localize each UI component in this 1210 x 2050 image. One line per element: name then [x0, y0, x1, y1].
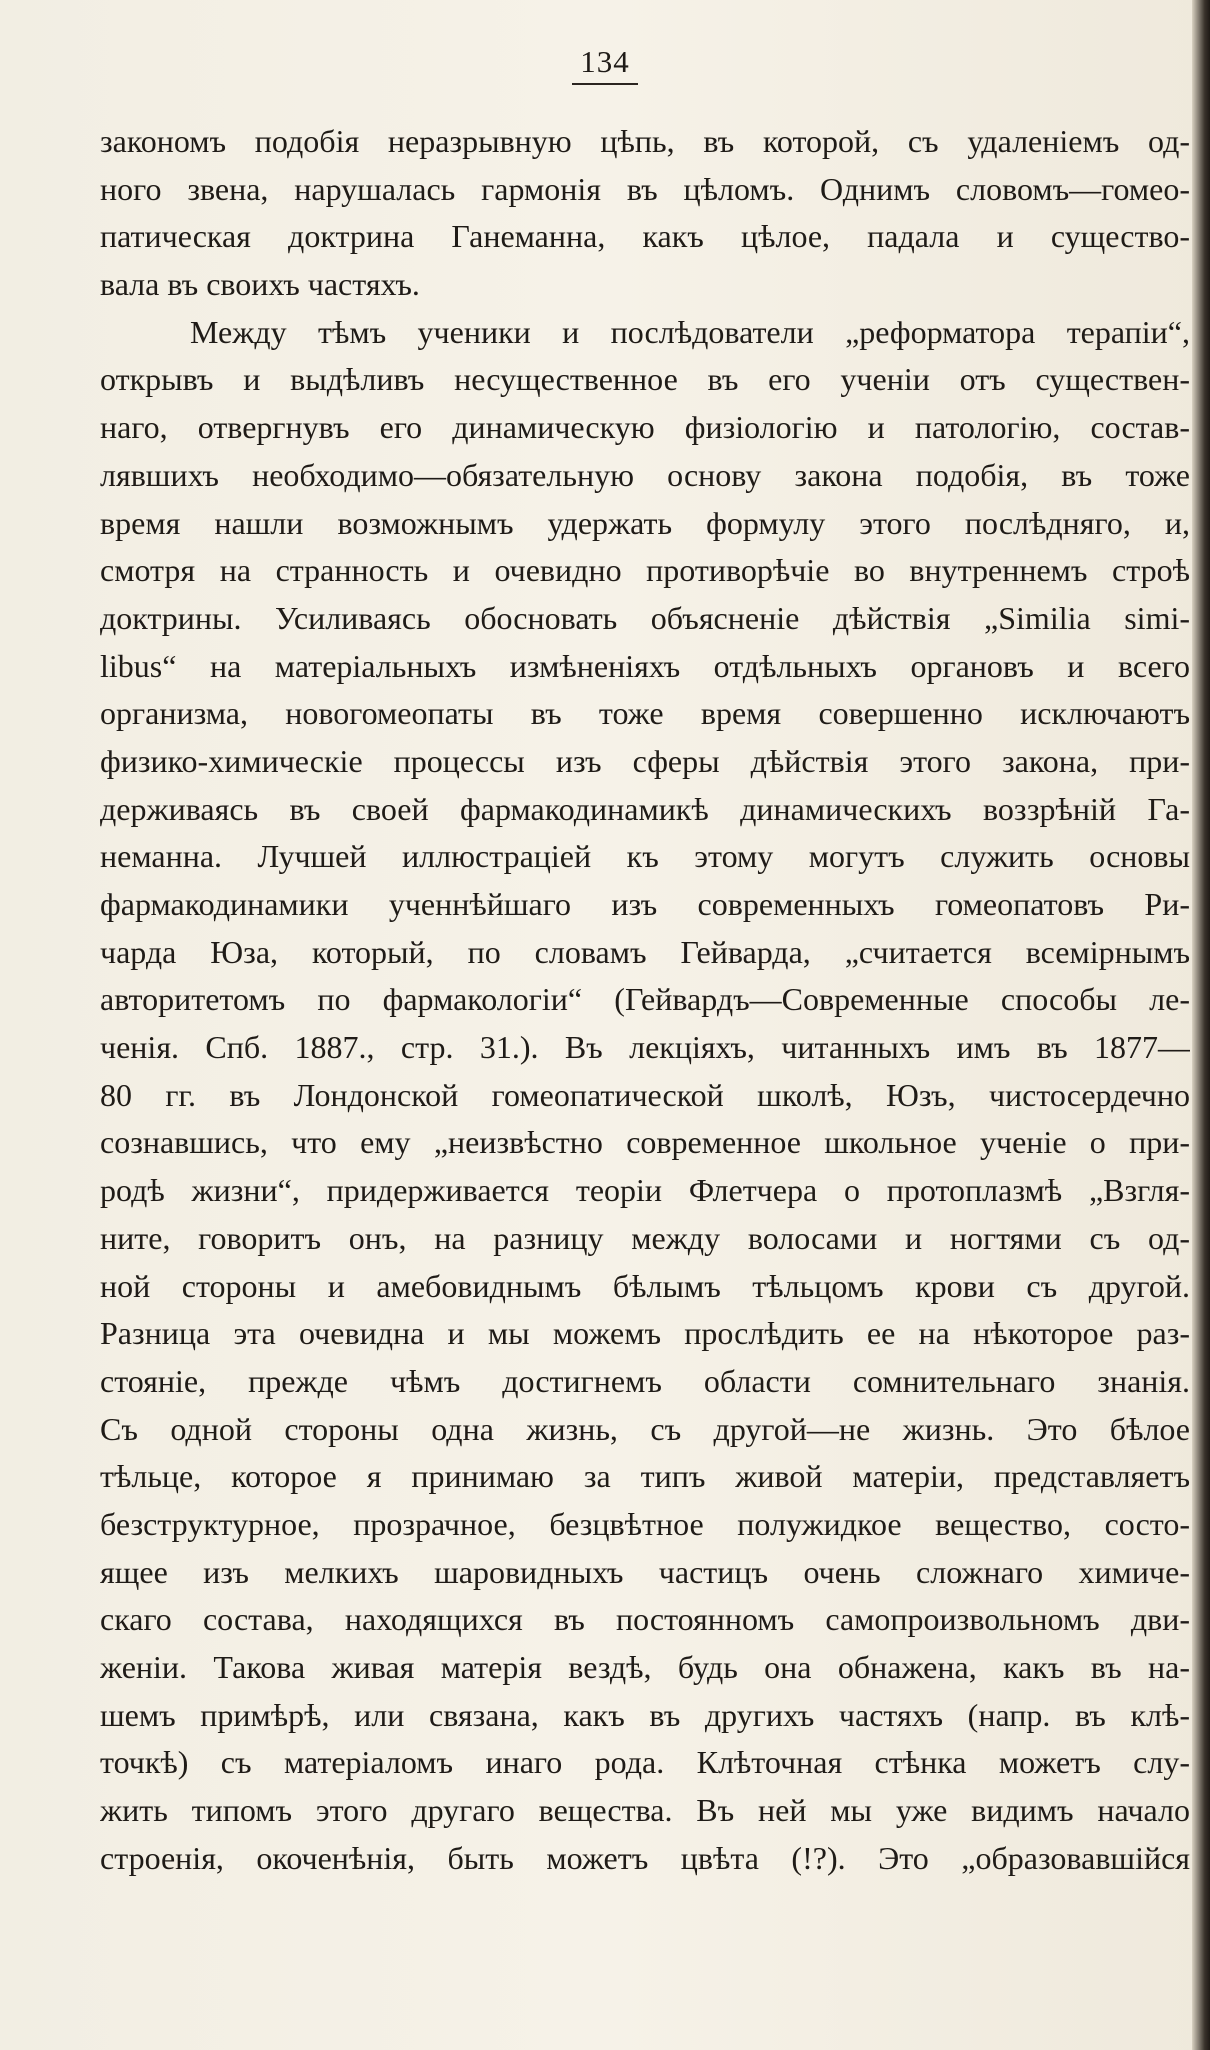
- text-line-27: стояніе, прежде чѣмъ достигнемъ области сомнительнаго знанія.: [100, 1362, 1190, 1399]
- text-line-18: чарда Юза, который, по словамъ Гейварда, „считается всемірнымъ: [100, 933, 1190, 970]
- text-line-8: лявшихъ необходимо—обязательную основу закона подобія, въ тоже: [100, 456, 1190, 493]
- text-line-25: ной стороны и амебовиднымъ бѣлымъ тѣльцомъ крови съ другой.: [100, 1267, 1190, 1304]
- text-line-16: неманна. Лучшей иллюстраціей къ этому могутъ служить основы: [100, 838, 1190, 875]
- text-line-21: 80 гг. въ Лондонской гомеопатической школѣ, Юзъ, чистосердечно: [100, 1076, 1190, 1113]
- text-line-23: родѣ жизни“, придерживается теоріи Флетчера о протоплазмѣ „Взгля-: [100, 1172, 1190, 1209]
- text-line-5: Между тѣмъ ученики и послѣдователи „реформатора терапіи“,: [190, 313, 1190, 350]
- text-line-36: жить типомъ этого другаго вещества. Въ ней мы уже видимъ начало: [100, 1792, 1190, 1829]
- text-line-9: время нашли возможнымъ удержать формулу этого послѣдняго, и,: [100, 504, 1190, 541]
- text-line-28: Съ одной стороны одна жизнь, съ другой—не жизнь. Это бѣлое: [100, 1410, 1190, 1447]
- text-line-37: строенія, окоченѣнія, быть можетъ цвѣта (!?). Это „образовавшійся: [100, 1839, 1190, 1876]
- text-line-33: женіи. Такова живая матерія вездѣ, будь она обнажена, какъ въ на-: [100, 1649, 1190, 1685]
- text-line-20: ченія. Спб. 1887., стр. 31.). Въ лекціяхъ, читанныхъ имъ въ 1877—: [100, 1029, 1190, 1066]
- text-line-1: закономъ подобія неразрывную цѣпь, въ которой, съ удаленіемъ од-: [100, 123, 1190, 159]
- text-line-31: ящее изъ мелкихъ шаровидныхъ частицъ очень сложнаго химиче-: [100, 1553, 1190, 1590]
- text-line-6: открывъ и выдѣливъ несущественное въ его ученіи отъ существен-: [100, 361, 1190, 398]
- text-line-30: безструктурное, прозрачное, безцвѣтное полужидкое вещество, состо-: [100, 1505, 1190, 1542]
- body-text: [100, 118, 1190, 1882]
- text-line-7: наго, отвергнувъ его динамическую физіологію и патологію, состав-: [100, 409, 1190, 446]
- text-line-15: держиваясь въ своей фармакодинамикѣ динамическихъ воззрѣній Га-: [100, 790, 1190, 827]
- text-line-4: вала въ своихъ частяхъ.: [100, 266, 420, 303]
- text-line-3: патическая доктрина Ганеманна, какъ цѣлое, падала и существо-: [100, 218, 1190, 255]
- text-line-26: Разница эта очевидна и мы можемъ прослѣдить ее на нѣкоторое раз-: [100, 1315, 1190, 1352]
- text-line-14: физико-химическіе процессы изъ сферы дѣйствія этого закона, при-: [100, 742, 1190, 779]
- text-line-11: доктрины. Усиливаясь обосновать объясненіе дѣйствія „Similia simi-: [100, 599, 1190, 636]
- text-line-12: libus“ на матеріальныхъ измѣненіяхъ отдѣльныхъ органовъ и всего: [100, 647, 1190, 684]
- text-line-22: сознавшись, что ему „неизвѣстно современное школьное ученіе о при-: [100, 1124, 1190, 1161]
- text-line-17: фармакодинамики ученнѣйшаго изъ современныхъ гомеопатовъ Ри-: [100, 886, 1190, 922]
- text-line-35: точкѣ) съ матеріаломъ инаго рода. Клѣточная стѣнка можетъ слу-: [100, 1744, 1190, 1781]
- text-line-29: тѣльце, которое я принимаю за типъ живой матеріи, представляетъ: [100, 1458, 1190, 1495]
- text-line-34: шемъ примѣрѣ, или связана, какъ въ другихъ частяхъ (напр. въ клѣ-: [100, 1696, 1190, 1733]
- binding-gutter: [1192, 0, 1210, 2050]
- text-line-32: скаго состава, находящихся въ постоянномъ самопроизвольномъ дви-: [100, 1601, 1190, 1638]
- page-number-text: 134: [572, 44, 638, 85]
- text-line-19: авторитетомъ по фармакологіи“ (Гейвардъ—Современные способы ле-: [100, 981, 1190, 1018]
- text-line-24: ните, говоритъ онъ, на разницу между волосами и ногтями съ од-: [100, 1219, 1190, 1256]
- text-line-13: организма, новогомеопаты въ тоже время совершенно исключаютъ: [100, 695, 1190, 732]
- text-line-10: смотря на странность и очевидно противорѣчіе во внутреннемъ строѣ: [100, 552, 1190, 589]
- text-line-2: ного звена, нарушалась гармонія въ цѣломъ. Однимъ словомъ—гомео-: [100, 170, 1190, 207]
- page-number: [0, 44, 1210, 85]
